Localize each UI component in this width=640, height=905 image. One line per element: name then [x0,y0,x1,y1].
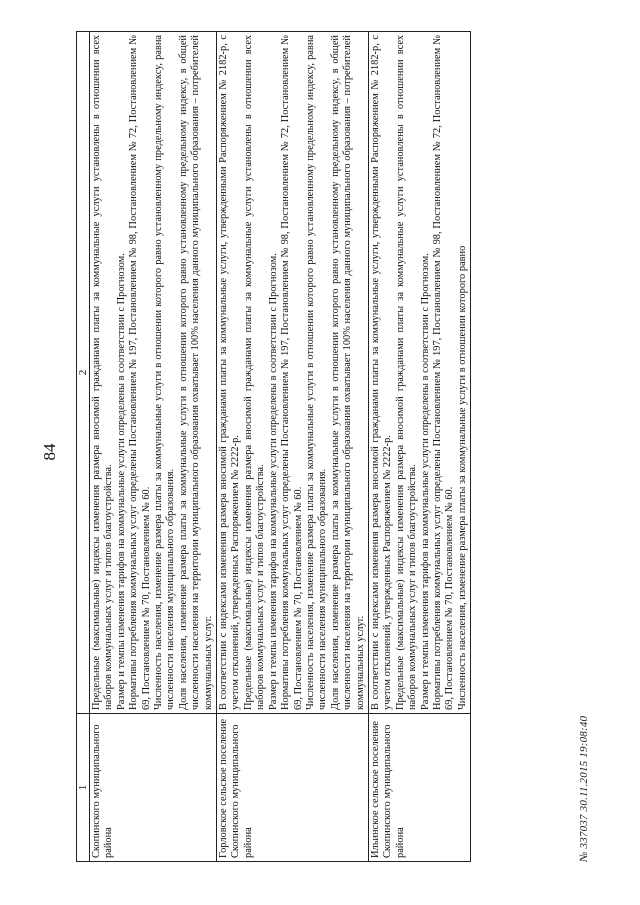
table-header-row [77,32,90,862]
settlement-cell: Скопинского муниципального района [90,714,217,862]
document-table [76,31,471,862]
table-row [90,32,217,862]
page-number: 84 [40,443,59,461]
description-cell [217,32,369,714]
paragraph: Численность населения, изменение размера платы за коммунальные услуги в отношении которого равно установленному предельному индексу, равна численности населения муниципального образования. [304,35,329,710]
paragraph: Нормативы потребления коммунальных услуг определены Постановлением № 197, Постановлением № 98, Постановлением № 72, Постановлением № 69, Постановлением № 70, Постановлением № 60. [431,35,456,710]
rotated-page [40,22,600,882]
column-header-2: 2 [77,32,90,714]
paragraph: Нормативы потребления коммунальных услуг определены Постановлением № 197, Постановлением № 98, Постановлением № 72, Постановлением № 69, Постановлением № 70, Постановлением № 60. [280,35,304,710]
paragraph: Размер и темпы изменения тарифов на коммунальные услуги определены в соответствии с Прогнозом. [419,253,431,710]
paragraph: Численность населения, изменение размера платы за коммунальные услуги в отношении которого равно установленному предельному индексу, равна численности населения муниципального образования. [153,35,177,710]
table-row [368,32,470,862]
paragraph: Доля населения, изменение размера платы за коммунальные услуги в отношении которого равно установленному предельному индексу, в общей численности населения на территории муниципального образования охватывает 100% населения данного муниципального образования – потребителей коммунальных услуг. [329,35,366,710]
settlement-cell: Горловское сельское поселение Скопинского муниципального района [217,714,369,862]
paragraph: В соответствии с индексами изменения размера вносимой гражданами платы за коммунальные услуги, утвержденными Распоряжением № 2182-р, с учетом отклонений, утвержденных Распоряжением № 2222-р. [218,35,242,710]
table-row [217,32,369,862]
paragraph: Предельные (максимальные) индексы изменения размера вносимой гражданами платы за коммунальные услуги установлены в отношении всех наборов коммунальных услуг и типов благоустройства. [91,35,115,710]
paragraph: Нормативы потребления коммунальных услуг определены Постановлением № 197, Постановлением № 98, Постановлением № 72, Постановлением № 69, Постановлением № 70, Постановлением № 60. [128,35,152,710]
paragraph: Размер и темпы изменения тарифов на коммунальные услуги определены в соответствии с Прогнозом. [267,253,279,710]
paragraph: Численность населения, изменение размера платы за коммунальные услуги в отношении которого равно [456,245,468,710]
paragraph: Доля населения, изменение размера платы за коммунальные услуги в отношении которого равно установленному предельному индексу, в общей численности населения на территории муниципального образования охватывает 100% населения данного муниципального образования – потребителей коммунальных услуг. [177,35,214,710]
paragraph: В соответствии с индексами изменения размера вносимой гражданами платы за коммунальные услуги, утвержденными Распоряжением № 2182-р, с учетом отклонений, утвержденных Распоряжением № 2222-р. [369,35,394,710]
paragraph: Предельные (максимальные) индексы изменения размера вносимой гражданами платы за коммунальные услуги установлены в отношении всех наборов коммунальных услуг и типов благоустройства. [394,35,419,710]
description-cell [368,32,470,714]
paragraph: Предельные (максимальные) индексы изменения размера вносимой гражданами платы за коммунальные услуги установлены в отношении всех наборов коммунальных услуг и типов благоустройства. [242,35,267,710]
column-header-1: 1 [77,714,90,862]
paragraph: Размер и темпы изменения тарифов на коммунальные услуги определены в соответствии с Прогнозом. [115,253,127,710]
description-cell [90,32,217,714]
registration-stamp: № 337037 30.11.2015 19:08:40 [578,715,590,862]
settlement-cell: Ильинское сельское поселение Скопинского муниципального района [368,714,470,862]
